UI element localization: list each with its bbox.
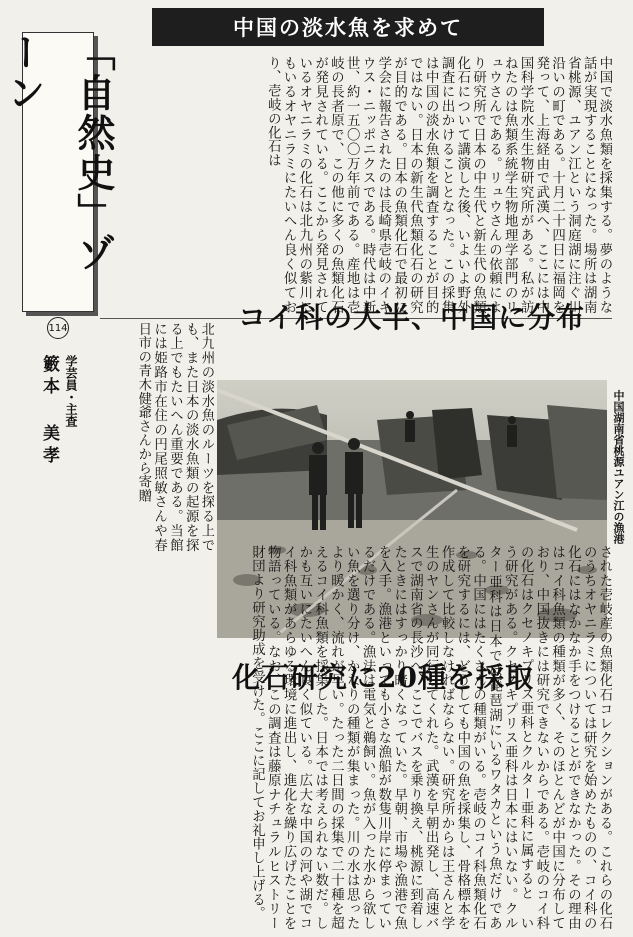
article-banner-title: 中国の淡水魚を求めて — [152, 8, 544, 46]
headline-primary: コイ科の大半、中国に分布 — [238, 301, 586, 334]
series-title: 「自然史」ゾーン — [1, 33, 116, 273]
article-text-bottom-body: された壱岐産の魚類化石コレクションがある。これらの化石のうちオヤニラミについては研究を始めたものの、コイ科の化石にはなかなか手をつけることができなかった。その理由はコイ科魚類の種類が多く、そのほとんどが中国に分布しており、中国抜きには研究できないからである。壱岐のコイ科の化石はクセノキプリス亜科とクルター亜科に属すると いう研究がある。クセノキプリス亜科は日本にはいない。クルター亜科は日本では琵琶湖にいるワタカという魚だけである。中国にはたくさんの種類がいる。壱岐のコイ科魚類化石を研究するには、どうしても中国の魚を採集し、骨格標本を作成して比較しなければならない。研究所からは王さんと学生のヤンさんが同行してくれた。武漢を早朝出発し、高速バスで湖南省の長沙へ、ここでバスを乗り換え、桃源に到着したときにはすっかり暗くなっていた。早朝、市場や漁港で魚を入手。漁港といっても小さな漁船が数隻川岸に停まっているだけである。漁法は電気と鵜飼い。魚が入った水から欲しい魚を選り分け、かなりの種類が集まった。川の水は思ったより暖かく、流れが早い。たった二日間の採集で二十種を超えるコイ科魚類を採集した。日本では考えられない数だ。しかも互いにたいへん良く似ている。広大な中国の河や湖でコイ科魚類があらゆる環境に進出し、進化を繰り広げたことを物語っている。なお、この調査は藤原ナチュラルヒストリー財団より研究助成を受けた。ここに記してお礼申し上げる。 — [249, 545, 612, 930]
article-text-top-body: 中国で淡水魚類を採集する。夢のような話が実現することになった。場所は湖南省桃源、ユアン江という洞庭湖に注ぐ川沿いの町である。十月二十四日に福岡を発って、上海経由で武漢へ、ここには中国科学院水生生物研究所がある。私が訪ねたのは魚類系統学生物地理学部門のリュウさんである。リュウさんの依頼により研究所で日本の中生代と新生代の魚類化石について講演した後、いよいよ野外調査に出かけることとなった。この採集は中国の淡水魚類を調査することが目的ではない。日本の新生代魚類化石の研究が目的である。日本の魚類化石で最初に学会に報告されたのは長崎県壱岐のイキウス・ニッポニクスである。時代は中新世、約一五〇〇万年前である。産地は壱岐の長者原で、この他に多くの魚類化石が発見されている。ここから発見されているオヤニラミの化石は北九州の紫川にもいるオヤニラミにたいへん良く似ており、壱岐の化石は — [265, 56, 612, 314]
author-block — [40, 355, 78, 525]
author-role: 学芸員・主査 — [64, 355, 78, 427]
article-text-top — [100, 56, 612, 314]
series-title-box — [1, 32, 116, 312]
article-text-middle-body: 北九州の淡水魚のルーツを探る上でも、また日本の淡水魚類の起源を探る上でもたいへん重要である。当館には姫路市在住の円尾照敏さんや春日市の青木健爺さんから寄贈 — [135, 322, 214, 552]
series-number-badge: 114 — [47, 317, 69, 339]
article-text-middle — [104, 322, 214, 552]
author-name: 籔本 美孝 — [39, 355, 59, 468]
article-text-bottom — [6, 545, 612, 930]
headline-secondary: 化石研究に20種を採取 — [232, 661, 534, 694]
photo-caption: 中国湖南省桃源ユアン江の漁港 — [612, 390, 625, 544]
